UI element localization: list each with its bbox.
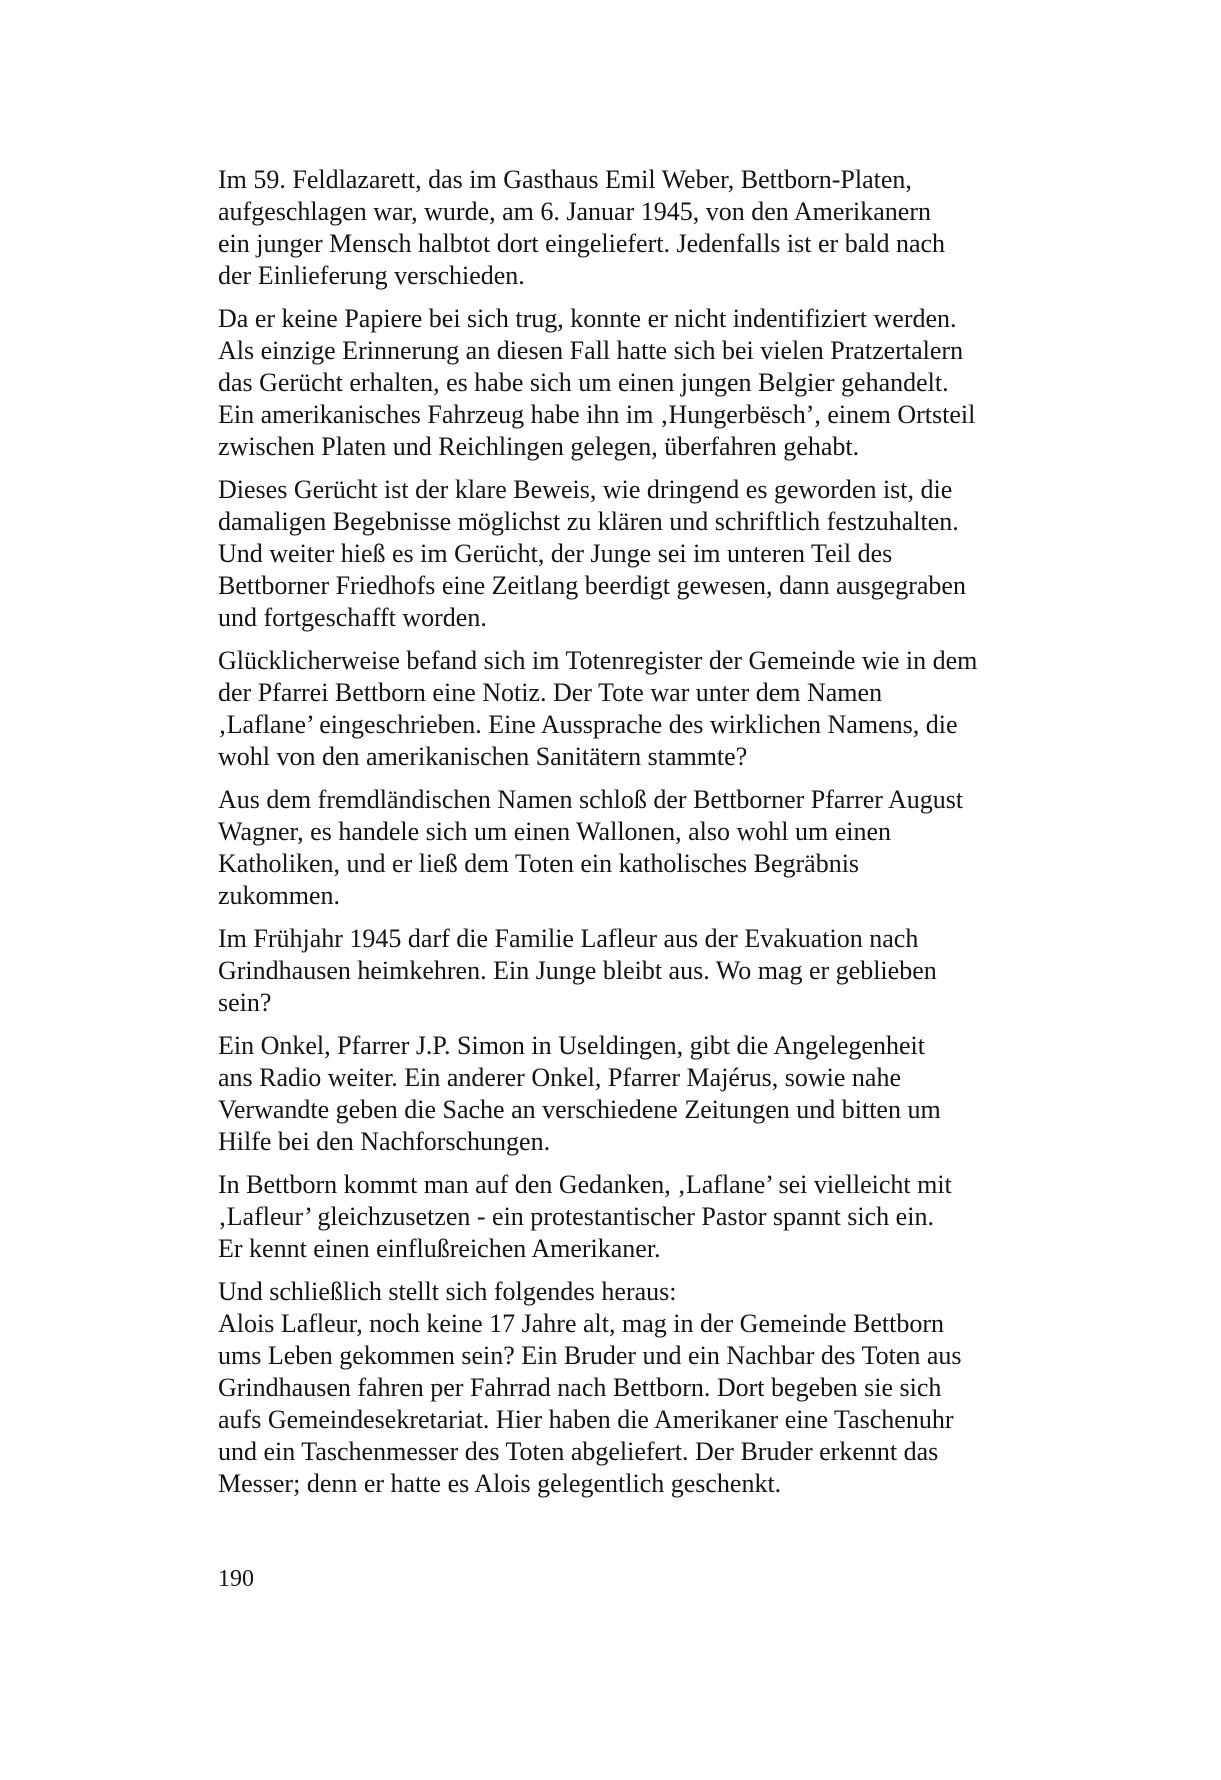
text-line: Katholiken, und er ließ dem Toten ein katholisches Begräbnis — [218, 849, 860, 878]
text-line: ‚Lafleur’ gleichzusetzen - ein protestantischer Pastor spannt sich ein. — [218, 1202, 934, 1231]
text-line: ums Leben gekommen sein? Ein Bruder und ein Nachbar des Toten aus — [218, 1341, 962, 1370]
text-line: und ein Taschenmesser des Toten abgeliefert. Der Bruder erkennt das — [218, 1437, 939, 1466]
paragraph — [218, 1276, 1074, 1500]
text-line: der Pfarrei Bettborn eine Notiz. Der Tote war unter dem Namen — [218, 678, 883, 707]
paragraph — [218, 784, 1074, 912]
text-line: Messer; denn er hatte es Alois gelegentlich geschenkt. — [218, 1469, 782, 1498]
paragraph — [218, 474, 1074, 634]
text-line: Aus dem fremdländischen Namen schloß der Bettborner Pfarrer August — [218, 785, 964, 814]
paragraph — [218, 164, 1074, 292]
body-text — [218, 164, 1074, 1511]
text-line: wohl von den amerikanischen Sanitätern stammte? — [218, 742, 748, 771]
text-line: das Gerücht erhalten, es habe sich um einen jungen Belgier gehandelt. — [218, 368, 949, 397]
paragraph — [218, 645, 1074, 773]
text-line: Hilfe bei den Nachforschungen. — [218, 1127, 551, 1156]
text-line: ans Radio weiter. Ein anderer Onkel, Pfarrer Majérus, sowie nahe — [218, 1063, 901, 1092]
text-line: damaligen Begebnisse möglichst zu klären und schriftlich festzuhalten. — [218, 507, 959, 536]
text-line: zukommen. — [218, 881, 341, 910]
text-line: Wagner, es handele sich um einen Wallonen, also wohl um einen — [218, 817, 891, 846]
text-line: Ein amerikanisches Fahrzeug habe ihn im ‚Hungerbësch’, einem Ortsteil — [218, 400, 976, 429]
text-line: Grindhausen heimkehren. Ein Junge bleibt aus. Wo mag er geblieben — [218, 956, 937, 985]
text-line: zwischen Platen und Reichlingen gelegen, überfahren gehabt. — [218, 432, 860, 461]
text-line: Ein Onkel, Pfarrer J.P. Simon in Useldingen, gibt die Angelegenheit — [218, 1031, 925, 1060]
text-line: Da er keine Papiere bei sich trug, konnte er nicht indentifiziert werden. — [218, 304, 957, 333]
text-line: Als einzige Erinnerung an diesen Fall hatte sich bei vielen Pratzertalern — [218, 336, 964, 365]
paragraph — [218, 1169, 1074, 1265]
text-line: ein junger Mensch halbtot dort eingeliefert. Jedenfalls ist er bald nach — [218, 229, 946, 258]
paragraph — [218, 923, 1074, 1019]
text-line: der Einlieferung verschieden. — [218, 261, 525, 290]
text-line: Im 59. Feldlazarett, das im Gasthaus Emil Weber, Bettborn-Platen, — [218, 165, 912, 194]
text-line: und fortgeschafft worden. — [218, 603, 487, 632]
text-line: In Bettborn kommt man auf den Gedanken, ‚Laflane’ sei vielleicht mit — [218, 1170, 952, 1199]
text-line: Dieses Gerücht ist der klare Beweis, wie dringend es geworden ist, die — [218, 475, 953, 504]
text-line: Grindhausen fahren per Fahrrad nach Bettborn. Dort begeben sie sich — [218, 1373, 942, 1402]
text-line: ‚Laflane’ eingeschrieben. Eine Aussprache des wirklichen Namens, die — [218, 710, 958, 739]
text-line: Und schließlich stellt sich folgendes heraus: — [218, 1277, 677, 1306]
text-line: Glücklicherweise befand sich im Totenregister der Gemeinde wie in dem — [218, 646, 978, 675]
page-number: 190 — [218, 1566, 254, 1592]
text-line: Im Frühjahr 1945 darf die Familie Lafleur aus der Evakuation nach — [218, 924, 919, 953]
text-line: aufgeschlagen war, wurde, am 6. Januar 1945, von den Amerikanern — [218, 197, 931, 226]
paragraph — [218, 1030, 1074, 1158]
text-line: Bettborner Friedhofs eine Zeitlang beerdigt gewesen, dann ausgegraben — [218, 571, 966, 600]
text-line: Alois Lafleur, noch keine 17 Jahre alt, mag in der Gemeinde Bettborn — [218, 1309, 945, 1338]
text-line: aufs Gemeindesekretariat. Hier haben die Amerikaner eine Taschenuhr — [218, 1405, 954, 1434]
paragraph — [218, 303, 1074, 463]
text-line: sein? — [218, 988, 272, 1017]
text-line: Er kennt einen einflußreichen Amerikaner. — [218, 1234, 661, 1263]
text-line: Verwandte geben die Sache an verschiedene Zeitungen und bitten um — [218, 1095, 941, 1124]
text-line: Und weiter hieß es im Gerücht, der Junge sei im unteren Teil des — [218, 539, 893, 568]
